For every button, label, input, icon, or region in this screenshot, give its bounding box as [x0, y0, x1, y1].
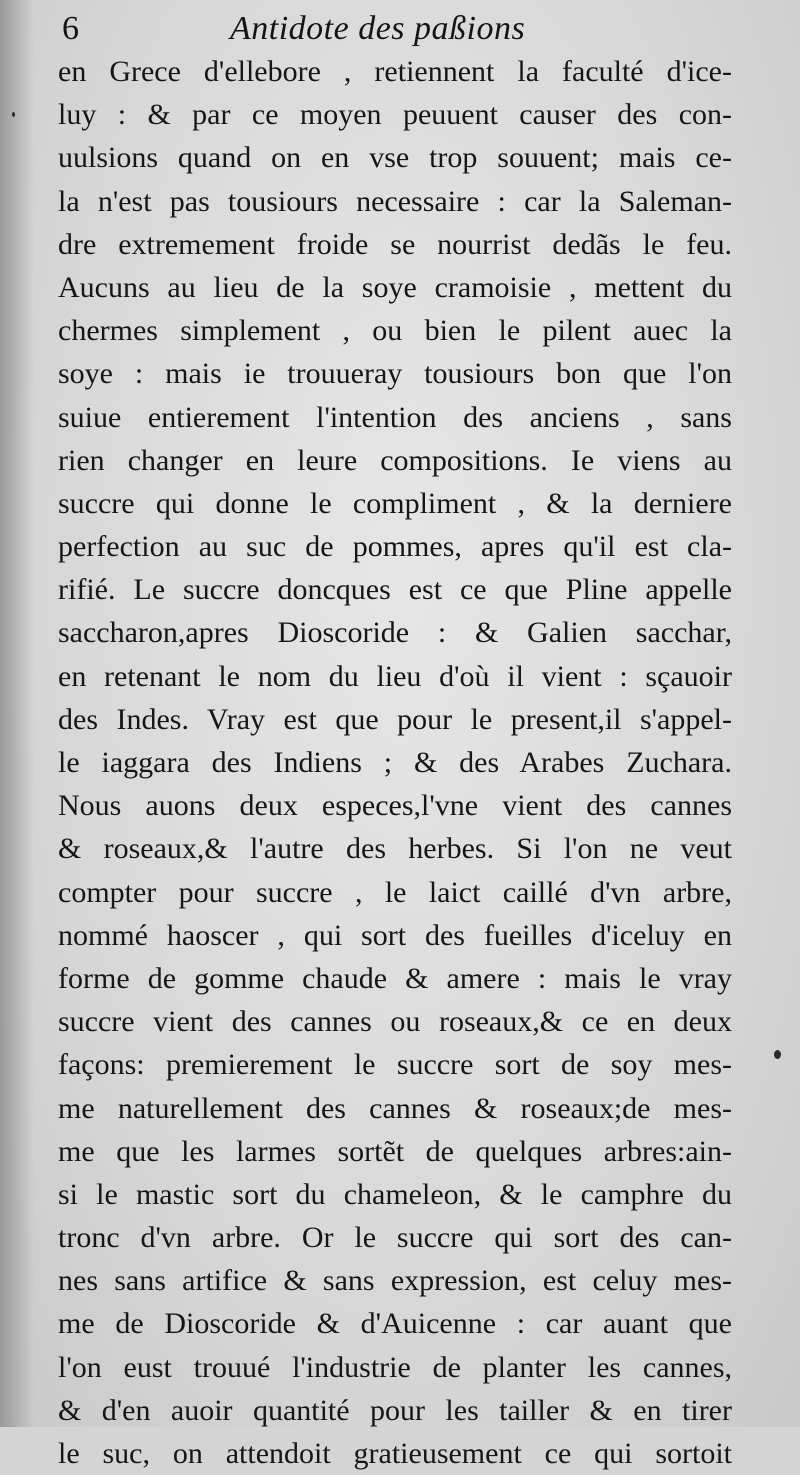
ink-speck	[12, 112, 15, 117]
text-line: compter pour succre , le laict caillé d'vn arbre,	[58, 875, 732, 909]
text-line: soye : mais ie trouueray tousiours bon que l'on	[58, 357, 732, 391]
gutter-shadow	[0, 0, 34, 1427]
text-line: saccharon,apres Dioscoride : & Galien sacchar,	[58, 616, 732, 650]
text-line: luy : & par ce moyen peuuent causer des con-	[58, 98, 732, 132]
text-line: & roseaux,& l'autre des herbes. Si l'on ne veut	[58, 832, 732, 866]
text-line: nommé haoscer , qui sort des fueilles d'iceluy en	[58, 918, 732, 952]
text-line: succre qui donne le compliment , & la derniere	[58, 486, 732, 520]
text-line: forme de gomme chaude & amere : mais le vray	[58, 961, 732, 995]
body-text	[58, 50, 732, 1475]
text-line: dre extremement froide se nourrist dedãs le feu.	[58, 227, 732, 261]
text-line: nes sans artifice & sans expression, est celuy mes-	[58, 1264, 732, 1298]
text-line: suiue entierement l'intention des anciens , sans	[58, 400, 732, 434]
text-line: uulsions quand on en vse trop souuent; mais ce-	[58, 141, 732, 175]
text-line: me de Dioscoride & d'Auicenne : car auant que	[58, 1307, 732, 1341]
text-line: la n'est pas tousiours necessaire : car la Saleman-	[58, 184, 732, 218]
ink-speck	[774, 1050, 781, 1059]
text-line: en retenant le nom du lieu d'où il vient : sçauoir	[58, 659, 732, 693]
text-line: Aucuns au lieu de la soye cramoisie , mettent du	[58, 270, 732, 304]
text-line: me naturellement des cannes & roseaux;de mes-	[58, 1091, 732, 1125]
text-line: des Indes. Vray est que pour le present,il s'appel-	[58, 702, 732, 736]
text-line: le iaggara des Indiens ; & des Arabes Zuchara.	[58, 746, 732, 779]
text-line: en Grece d'ellebore , retiennent la faculté d'ice-	[58, 55, 732, 88]
page-number: 6	[62, 10, 79, 47]
text-line: le suc, on attendoit gratieusement ce qui sortoit	[58, 1437, 732, 1470]
text-line: & d'en auoir quantité pour les tailler & en tirer	[58, 1393, 732, 1427]
text-line: si le mastic sort du chameleon, & le camphre du	[58, 1177, 732, 1211]
text-line: rifié. Le succre doncques est ce que Pline appelle	[58, 573, 732, 607]
running-title: Antidote des paßions	[230, 10, 526, 47]
text-line: perfection au suc de pommes, apres qu'il est cla-	[58, 530, 732, 564]
text-line: tronc d'vn arbre. Or le succre qui sort des can-	[58, 1221, 732, 1255]
text-line: l'on eust trouué l'industrie de planter les cannes,	[58, 1350, 732, 1384]
text-line: me que les larmes sortẽt de quelques arbres:ain-	[58, 1134, 732, 1168]
text-line: succre vient des cannes ou roseaux,& ce en deux	[58, 1005, 732, 1039]
text-line: chermes simplement , ou bien le pilent auec la	[58, 314, 732, 348]
text-line: rien changer en leure compositions. Ie viens au	[58, 443, 732, 477]
text-line: façons: premierement le succre sort de soy mes-	[58, 1048, 732, 1082]
text-line: Nous auons deux especes,l'vne vient des cannes	[58, 789, 732, 823]
page-header	[62, 6, 762, 52]
